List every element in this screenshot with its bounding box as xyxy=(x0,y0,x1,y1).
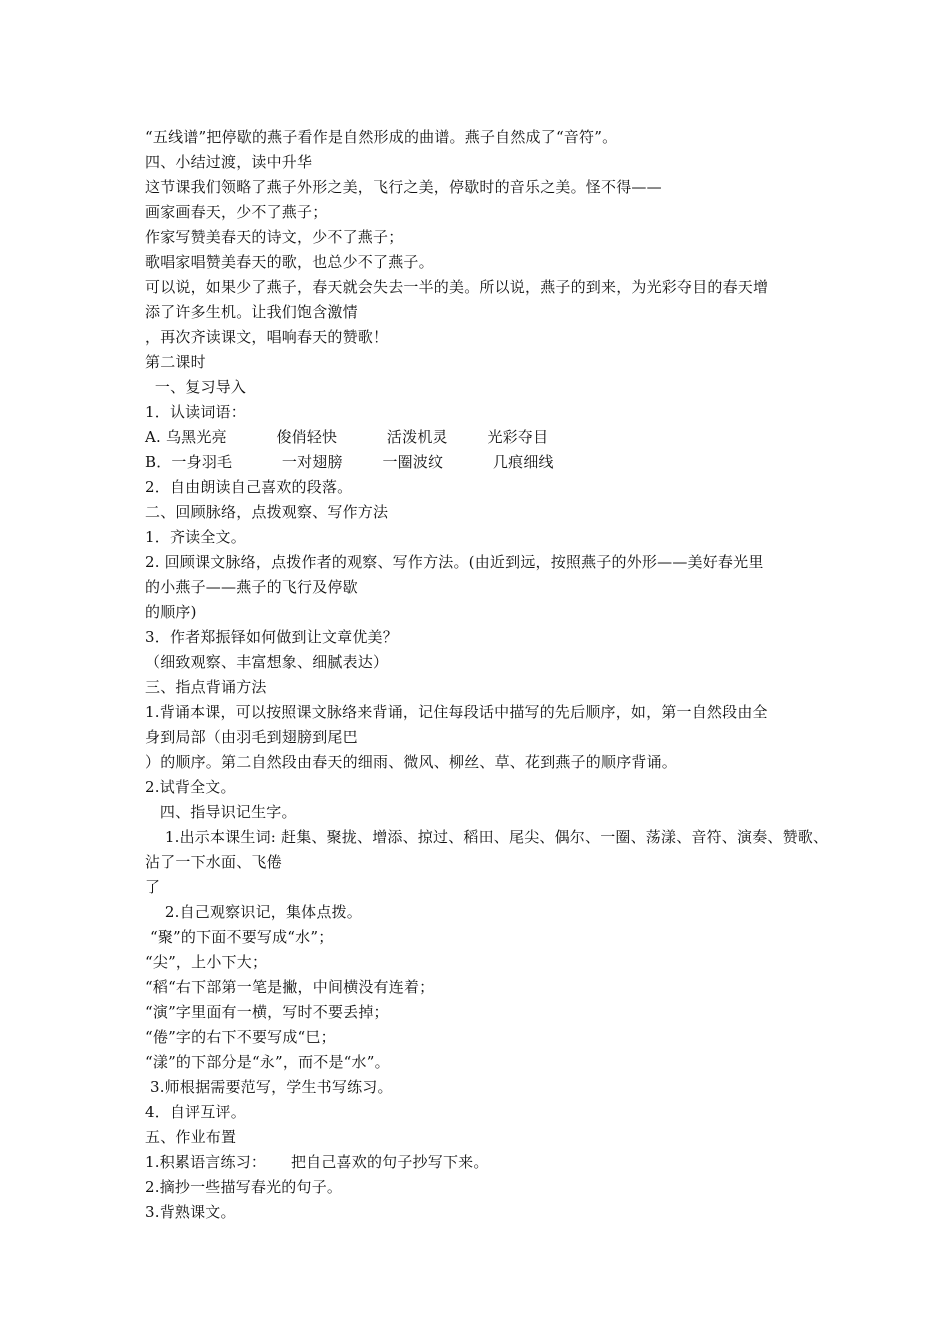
section-heading: 二、回顾脉络，点拨观察、写作方法 xyxy=(145,503,389,521)
text-line: 4．自评互评。 xyxy=(145,1103,246,1121)
text-line: 1．认读词语： xyxy=(145,403,246,421)
text-line: 2.摘抄一些描写春光的句子。 xyxy=(145,1178,343,1196)
section-heading: 第二课时 xyxy=(145,353,206,371)
text-line: “五线谱”把停歇的燕子看作是自然形成的曲谱。燕子自然成了“音符”。 xyxy=(145,128,618,146)
section-heading: 三、指点背诵方法 xyxy=(145,678,267,696)
section-heading: 四、指导识记生字。 xyxy=(145,803,297,821)
text-line: 添了许多生机。让我们饱含激情 xyxy=(145,303,358,321)
text-line: 2. 回顾课文脉络，点拨作者的观察、写作方法。(由近到远，按照燕子的外形——美好春光里 xyxy=(145,553,764,571)
word-list-line: B．一身羽毛 一对翅膀 一圈波纹 几痕细线 xyxy=(145,453,554,471)
text-line: 3．作者郑振铎如何做到让文章优美？ xyxy=(145,628,398,646)
text-line: 画家画春天，少不了燕子； xyxy=(145,203,328,221)
text-line: （细致观察、丰富想象、细腻表达） xyxy=(145,653,389,671)
text-line: 1.积累语言练习： 把自己喜欢的句子抄写下来。 xyxy=(145,1153,489,1171)
text-line: 3.背熟课文。 xyxy=(145,1203,236,1221)
text-line: “倦”字的右下不要写成“巳； xyxy=(145,1028,336,1046)
text-line: “漾”的下部分是“永”，而不是“水”。 xyxy=(145,1053,390,1071)
text-line: 的小燕子——燕子的飞行及停歇 xyxy=(145,578,358,596)
text-line: 2.自己观察识记，集体点拨。 xyxy=(145,903,362,921)
text-line: “聚”的下面不要写成“水”； xyxy=(145,928,334,946)
text-line: 歌唱家唱赞美春天的歌，也总少不了燕子。 xyxy=(145,253,434,271)
text-line: 1．齐读全文。 xyxy=(145,528,246,546)
text-line: 可以说，如果少了燕子，春天就会失去一半的美。所以说，燕子的到来，为光彩夺目的春天增 xyxy=(145,278,769,296)
text-line: ，再次齐读课文，唱响春天的赞歌！ xyxy=(145,328,389,346)
text-line: 作家写赞美春天的诗文，少不了燕子； xyxy=(145,228,404,246)
text-line: 这节课我们领略了燕子外形之美，飞行之美，停歇时的音乐之美。怪不得—— xyxy=(145,178,662,196)
text-line: “演”字里面有一横，写时不要丢掉； xyxy=(145,1003,389,1021)
text-line: “尖”，上小下大； xyxy=(145,953,268,971)
section-heading: 一、复习导入 xyxy=(145,378,247,396)
text-line: 3.师根据需要范写，学生书写练习。 xyxy=(145,1078,393,1096)
text-line: 2.试背全文。 xyxy=(145,778,236,796)
section-heading: 五、作业布置 xyxy=(145,1128,237,1146)
text-line: 了 xyxy=(145,878,161,896)
text-line: 沾了一下水面、飞倦 xyxy=(145,853,282,871)
section-heading: 四、小结过渡，读中升华 xyxy=(145,153,313,171)
text-line: 1.出示本课生词: 赶集、聚拢、增添、掠过、稻田、尾尖、偶尔、一圈、荡漾、音符、演奏、赞歌、 xyxy=(145,828,829,846)
word-list-line: A. 乌黑光亮 俊俏轻快 活泼机灵 光彩夺目 xyxy=(145,428,549,446)
text-line: 身到局部（由羽毛到翅膀到尾巴 xyxy=(145,728,358,746)
text-line: “稻“右下部第一笔是撇，中间横没有连着； xyxy=(145,978,435,996)
text-line: 的顺序) xyxy=(145,603,197,621)
text-line: 1.背诵本课，可以按照课文脉络来背诵，记住每段话中描写的先后顺序，如，第一自然段由全 xyxy=(145,703,768,721)
text-line: ）的顺序。第二自然段由春天的细雨、微风、柳丝、草、花到燕子的顺序背诵。 xyxy=(145,753,678,771)
text-line: 2．自由朗读自己喜欢的段落。 xyxy=(145,478,353,496)
